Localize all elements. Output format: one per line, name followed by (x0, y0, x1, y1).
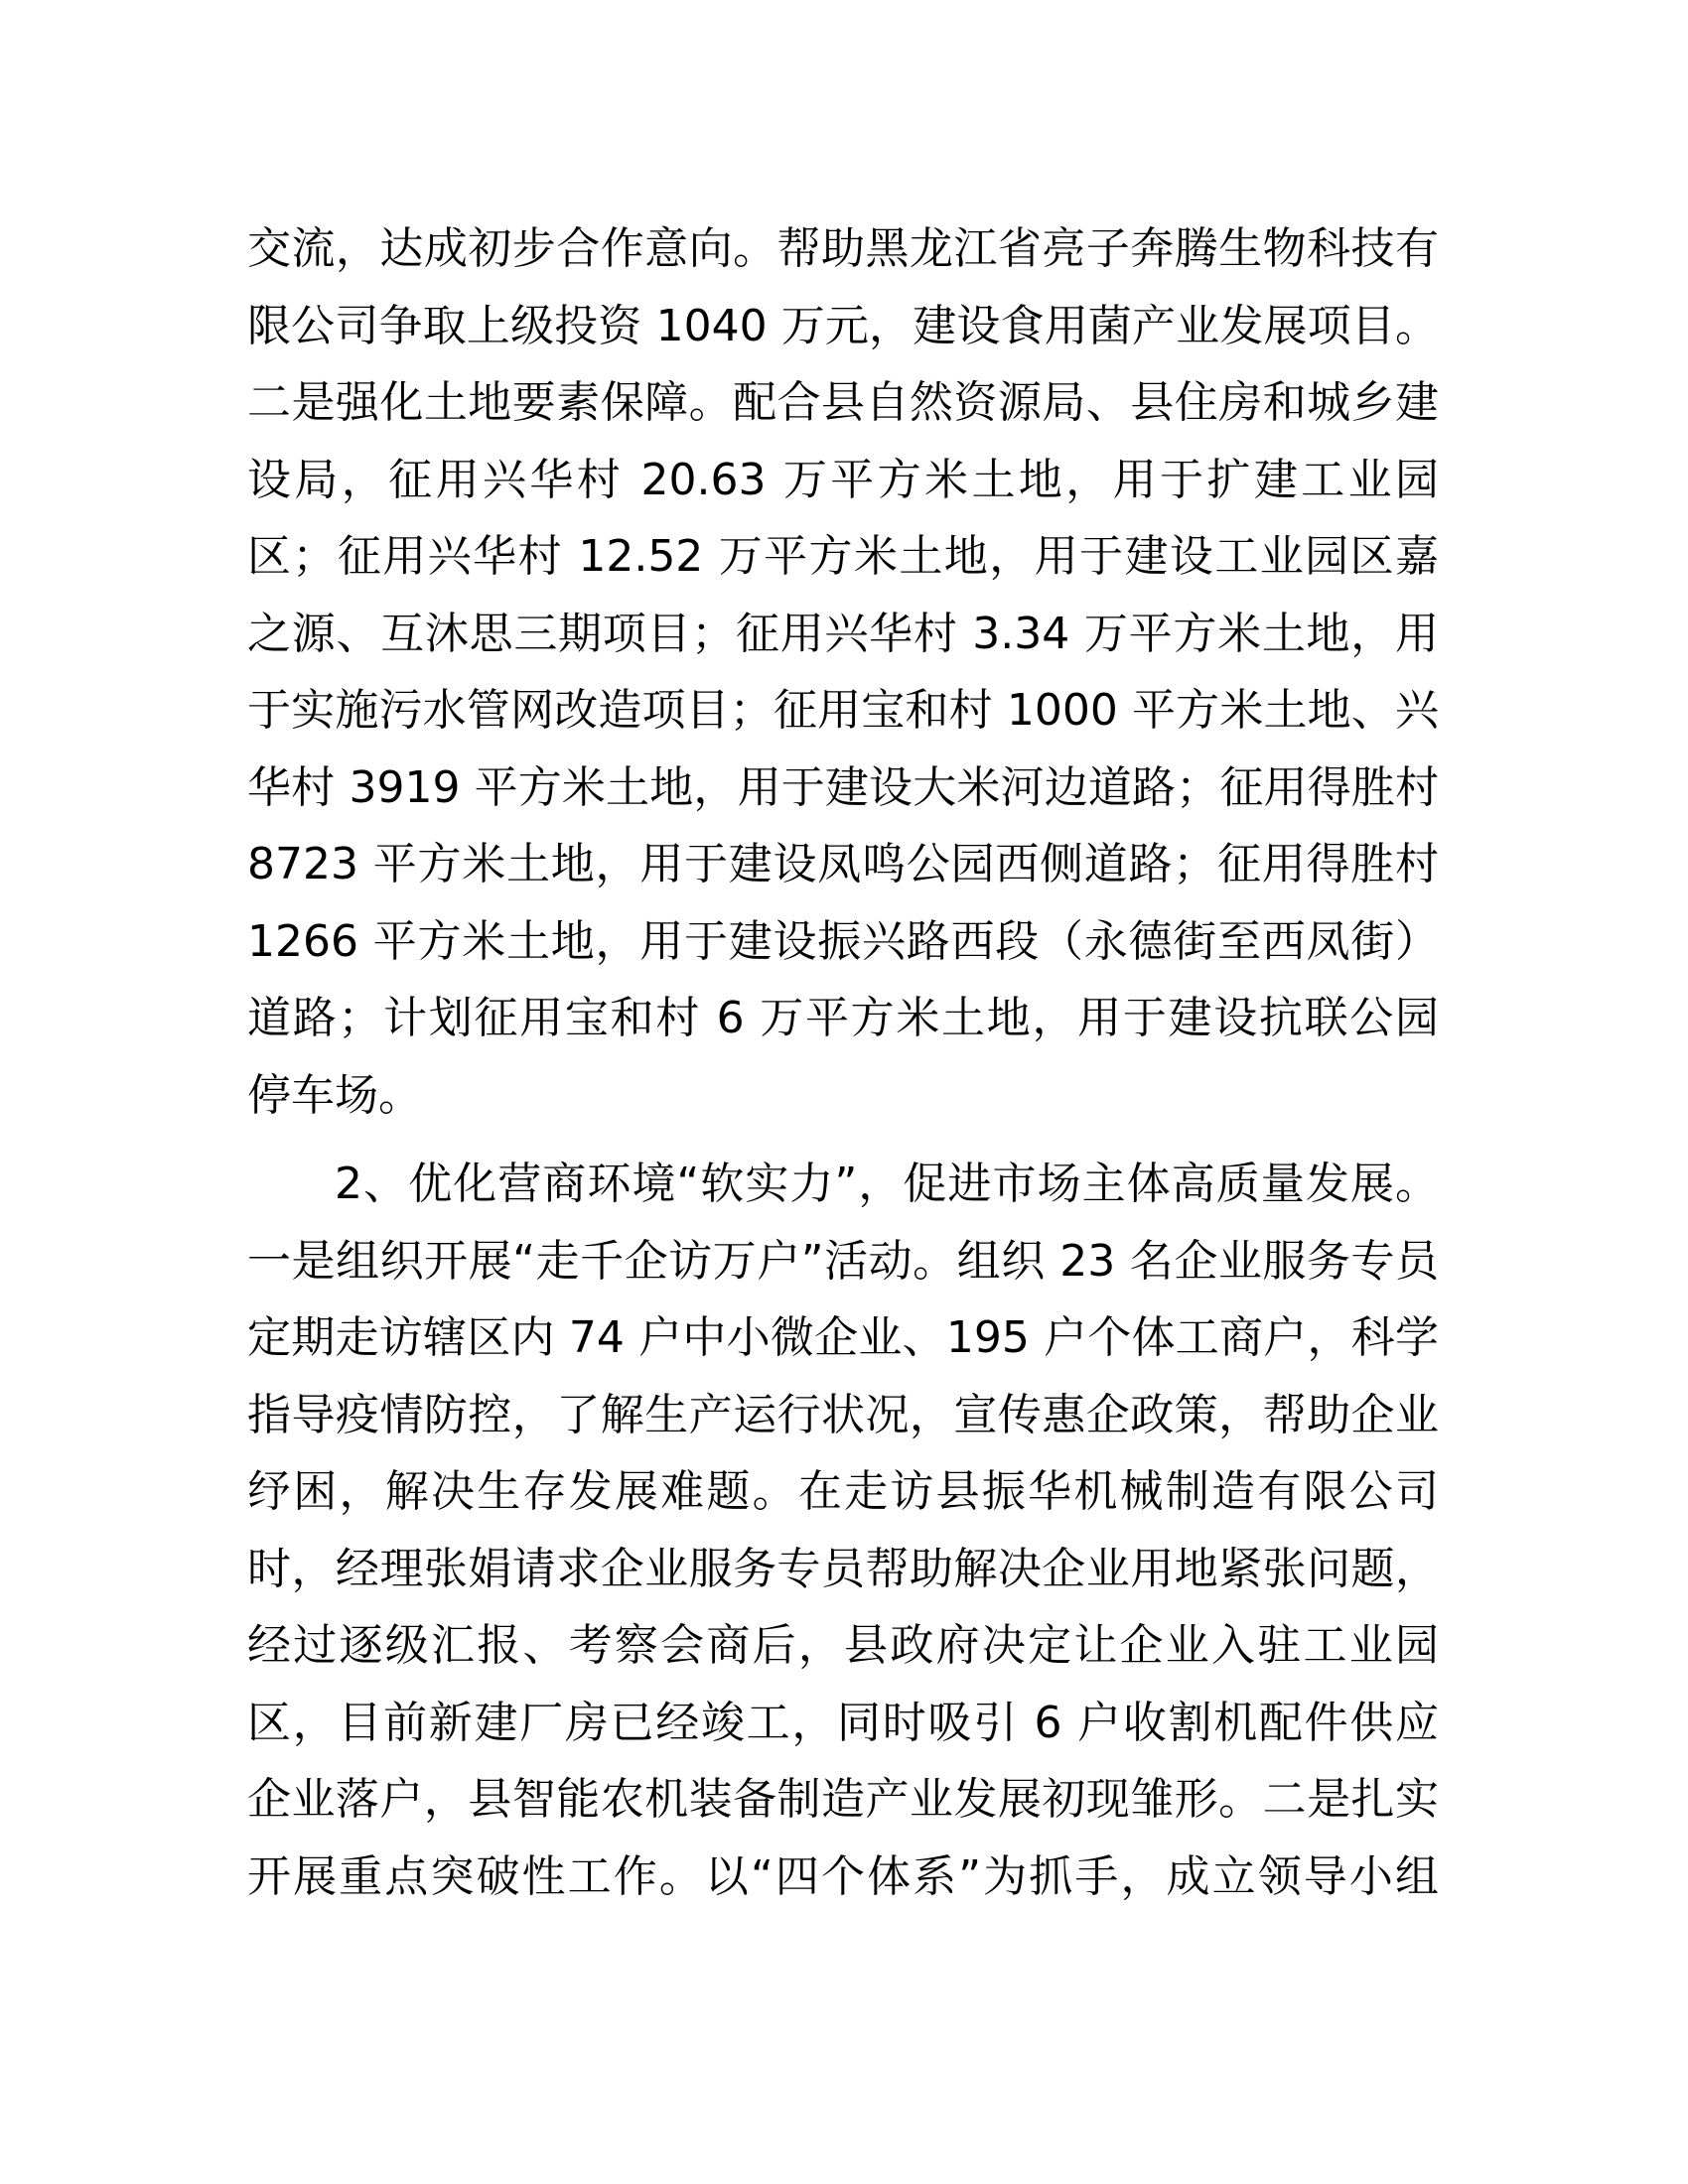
text-line: 8723 平方米土地，用于建设凤鸣公园西侧道路；征用得胜村 (247, 839, 1439, 889)
document-body (247, 210, 1439, 1915)
text-line: 企业落户，县智能农机装备制造产业发展初现雏形。二是扎实 (247, 1774, 1439, 1825)
text-line: 道路；计划征用宝和村 6 万平方米土地，用于建设抗联公园 (247, 993, 1439, 1043)
text-line: 开展重点突破性工作。以“四个体系”为抓手，成立领导小组 (247, 1850, 1439, 1902)
paragraph-1 (247, 210, 1439, 1134)
text-line: 区，目前新建厂房已经竣工，同时吸引 6 户收割机配件供应 (247, 1697, 1439, 1748)
text-line: 二是强化土地要素保障。配合县自然资源局、县住房和城乡建 (247, 377, 1439, 428)
text-line: 定期走访辖区内 74 户中小微企业、195 户个体工商户，科学 (247, 1312, 1439, 1363)
text-line: 区；征用兴华村 12.52 万平方米土地，用于建设工业园区嘉 (247, 531, 1439, 582)
text-line: 停车场。 (247, 1069, 422, 1121)
text-line: 2、优化营商环境“软实力”，促进市场主体高质量发展。 (335, 1159, 1439, 1209)
text-line: 一是组织开展“走千企访万户”活动。组织 23 名企业服务专员 (247, 1235, 1439, 1287)
text-line: 1266 平方米土地，用于建设振兴路西段（永德街至西凤街） (247, 915, 1439, 967)
text-line: 纾困，解决生存发展难题。在走访县振华机械制造有限公司 (247, 1466, 1439, 1517)
text-line: 经过逐级汇报、考察会商后，县政府决定让企业入驻工业园 (247, 1620, 1439, 1671)
text-line: 交流，达成初步合作意向。帮助黑龙江省亮子奔腾生物科技有 (247, 223, 1439, 274)
text-line: 设局，征用兴华村 20.63 万平方米土地，用于扩建工业园 (247, 454, 1439, 505)
text-line: 时，经理张娟请求企业服务专员帮助解决企业用地紧张问题， (247, 1543, 1439, 1594)
paragraph-spacer (247, 1134, 1439, 1146)
text-line: 之源、互沐思三期项目；征用兴华村 3.34 万平方米土地，用 (247, 608, 1439, 659)
text-line: 于实施污水管网改造项目；征用宝和村 1000 平方米土地、兴 (247, 685, 1439, 736)
paragraph-2 (247, 1146, 1439, 1915)
text-line: 华村 3919 平方米土地，用于建设大米河边道路；征用得胜村 (247, 761, 1439, 813)
text-line: 限公司争取上级投资 1040 万元，建设食用菌产业发展项目。 (247, 300, 1439, 351)
text-line: 指导疫情防控，了解生产运行状况，宣传惠企政策，帮助企业 (247, 1389, 1439, 1440)
